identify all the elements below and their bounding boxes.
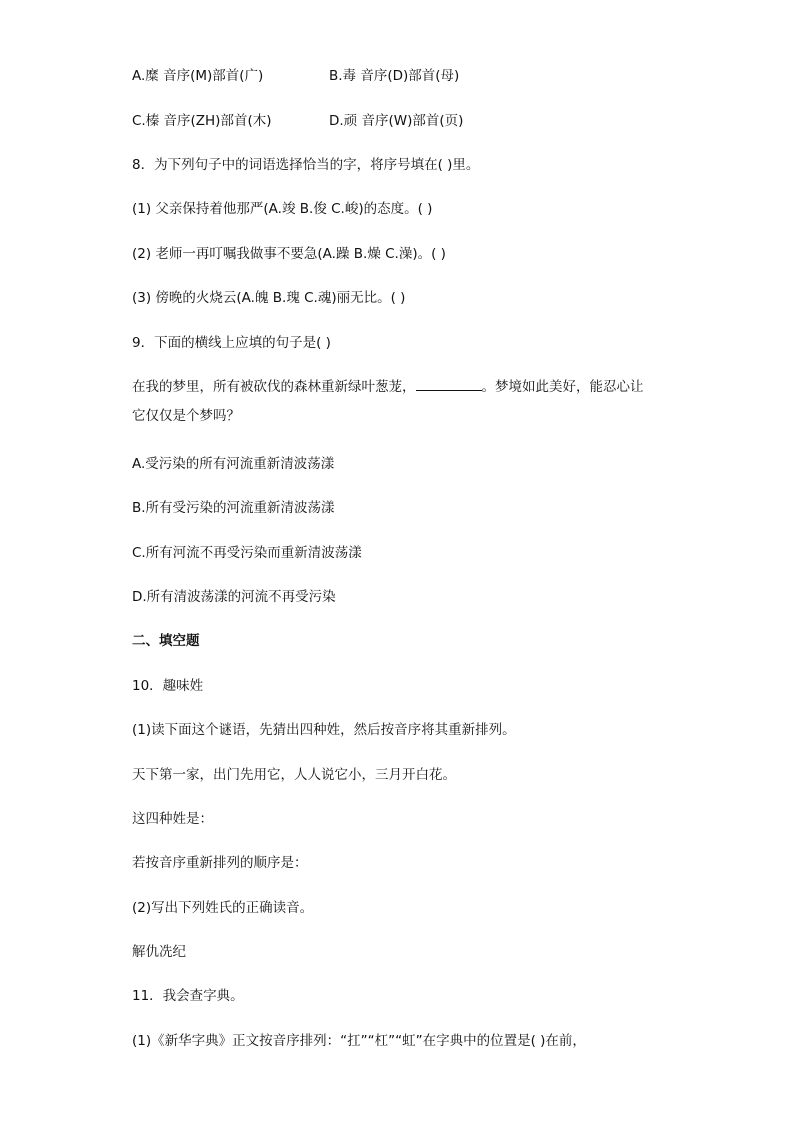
q9-option-a: A.受污染的所有河流重新清波荡漾 [132,456,335,472]
q9-sentence-after: 。梦境如此美好，能忍心让 [481,379,644,395]
q8-item-1: (1) 父亲保持着他那严(A.竣 B.俊 C.峻)的态度。( ) [132,201,433,217]
q11-part1: (1)《新华字典》正文按音序排列：“扛”“杠”“虹”在字典中的位置是( )在前， [132,1033,586,1049]
q10-reorder: 若按音序重新排列的顺序是： [132,855,308,871]
q11-title: 11．我会查字典。 [132,988,244,1004]
q8-stem: 8．为下列句子中的词语选择恰当的字，将序号填在( )里。 [132,157,480,173]
q10-part1: (1)读下面这个谜语，先猜出四种姓，然后按音序将其重新排列。 [132,722,516,738]
q9-sentence-line2: 它仅仅是个梦吗？ [132,408,240,424]
q10-surnames: 解仇冼纪 [132,944,186,960]
q9-option-b: B.所有受污染的河流重新清波荡漾 [132,500,335,516]
q9-option-d: D.所有清波荡漾的河流不再受污染 [132,589,336,605]
section-title: 二、填空题 [132,633,200,649]
q8-item-2: (2) 老师一再叮嘱我做事不要急(A.躁 B.燥 C.澡)。( ) [132,246,446,262]
q10-title: 10．趣味姓 [132,678,204,694]
q10-riddle: 天下第一家，出门先用它，人人说它小，三月开白花。 [132,767,456,783]
q9-stem: 9．下面的横线上应填的句子是( ) [132,335,331,351]
q7-option-a: A.糜 音序(M)部首(广) [132,68,264,84]
q9-sentence-before: 在我的梦里，所有被砍伐的森林重新绿叶葱茏， [132,379,416,395]
q9-answer-blank [416,377,482,391]
q7-option-b: B.毒 音序(D)部首(母) [329,68,460,84]
q10-part2: (2)写出下列姓氏的正确读音。 [132,900,314,916]
q9-sentence [132,377,644,397]
q7-option-c: C.榛 音序(ZH)部首(木) [132,113,272,129]
q8-item-3: (3) 傍晚的火烧云(A.魄 B.瑰 C.魂)丽无比。( ) [132,290,406,306]
q9-option-c: C.所有河流不再受污染而重新清波荡漾 [132,545,362,561]
q7-option-d: D.顽 音序(W)部首(页) [329,113,464,129]
q10-four-surnames: 这四种姓是： [132,811,213,827]
